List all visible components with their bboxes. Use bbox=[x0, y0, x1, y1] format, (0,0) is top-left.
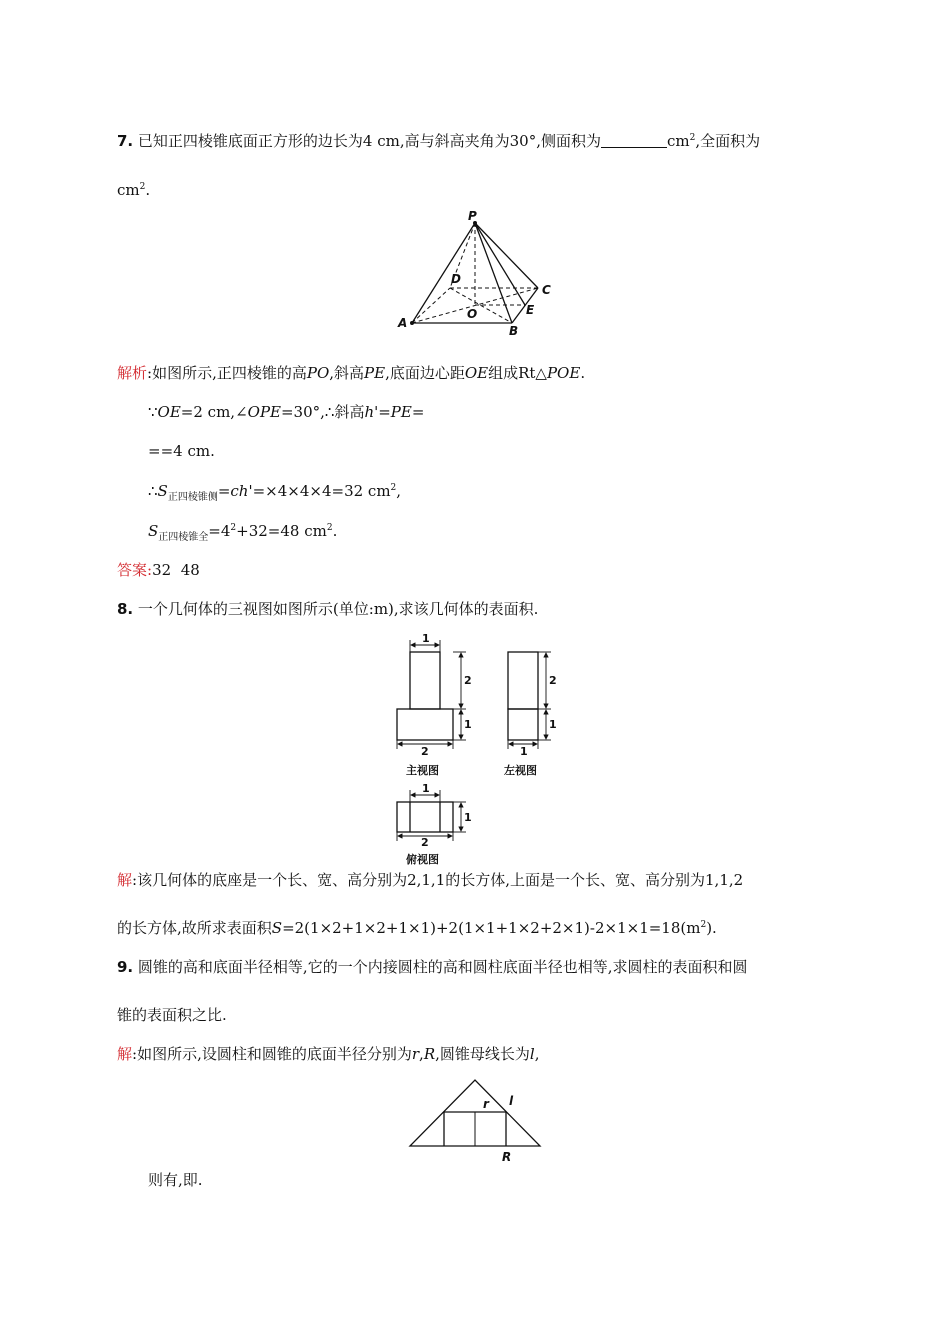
label-B: B bbox=[509, 324, 519, 338]
question-text: 已知正四棱锥底面正方形的边长为4 cm,高与斜高夹角为30°,侧面积为 bbox=[137, 132, 601, 150]
three-views-figure bbox=[390, 630, 570, 870]
solution-9-line-2: 则有,即. bbox=[148, 1171, 203, 1189]
answer-7: 答案:32 48 bbox=[117, 561, 200, 579]
solution-7-line-3: ==4 cm. bbox=[148, 442, 215, 460]
question-text: 一个几何体的三视图如图所示(单位:m),求该几何体的表面积. bbox=[137, 600, 539, 618]
solution-7-line-4: $\therefore S_{正四棱锥侧}=ch'=\times 4\times 4\times 4=32$ $cm^2$, bbox=[148, 482, 402, 503]
question-8 bbox=[117, 599, 538, 619]
solution-8-line-1: 解:该几何体的底座是一个长、宽、高分别为2,1,1的长方体,上面是一个长、宽、高分别为1,1,2 bbox=[117, 871, 744, 889]
solution-label: 解析 bbox=[117, 364, 148, 382]
label-A: A bbox=[398, 316, 408, 330]
label-C: C bbox=[542, 283, 551, 297]
question-number: 9. bbox=[117, 958, 134, 976]
question-7: 7. 已知正四棱锥底面正方形的边长为4 cm,高与斜高夹角为30°,侧面积为 $cm^2$,全面积为 bbox=[117, 132, 761, 150]
dim-side-h1: 1 bbox=[549, 718, 557, 731]
question-9-cont: 锥的表面积之比. bbox=[117, 1006, 227, 1024]
label-l: l bbox=[509, 1094, 514, 1108]
label-O: O bbox=[467, 307, 478, 321]
top-view-label: 俯视图 bbox=[406, 853, 439, 866]
solution-label: 解 bbox=[117, 1045, 133, 1063]
solution-8-line-2: 的长方体,故所求表面积$S=2(1\times 2+1\times 2+1\times 1)+2(1\times 1+1\times 2+2\times 1)-2\times 1\times 1=18(m^2)$. bbox=[117, 919, 717, 937]
label-P: P bbox=[468, 209, 477, 223]
solution-9-line-1: 解:如图所示,设圆柱和圆锥的底面半径分别为r,R,圆锥母线长为l, bbox=[117, 1045, 540, 1063]
dim-front-h1: 1 bbox=[464, 718, 472, 731]
question-number: 8. bbox=[117, 600, 134, 618]
dim-front-top: 1 bbox=[422, 632, 430, 645]
dim-top-bottom: 2 bbox=[421, 836, 429, 849]
dim-front-bottom: 2 bbox=[421, 745, 429, 758]
dim-top-top: 1 bbox=[422, 782, 430, 795]
label-R: R bbox=[502, 1150, 512, 1164]
solution-label: 解 bbox=[117, 871, 133, 889]
side-view-label: 左视图 bbox=[504, 764, 537, 777]
solution-7-line-1: 解析:如图所示,正四棱锥的高PO,斜高PE,底面边心距OE组成Rt△POE. bbox=[117, 364, 586, 382]
label-E: E bbox=[526, 303, 535, 317]
label-r: r bbox=[483, 1097, 489, 1111]
question-number: 7. bbox=[117, 132, 134, 150]
question-9 bbox=[117, 957, 747, 977]
answer-label: 答案 bbox=[117, 561, 148, 579]
solution-7-line-5: $S_{正四棱锥全}=4^2+32=48$ $cm^2$. bbox=[148, 522, 338, 543]
front-view-label: 主视图 bbox=[406, 764, 439, 777]
question-7-cont: $cm^2$. bbox=[117, 181, 151, 199]
cone-figure bbox=[405, 1075, 550, 1165]
answer-value: 32 48 bbox=[152, 561, 200, 579]
pyramid-figure bbox=[390, 208, 560, 338]
dim-side-h2: 2 bbox=[549, 674, 557, 687]
dim-top-depth: 1 bbox=[464, 811, 472, 824]
solution-7-line-2: ∵OE=2 cm,∠OPE=30°,∴斜高h'=PE= bbox=[148, 403, 425, 421]
answer-blank bbox=[601, 133, 667, 148]
dim-front-h2: 2 bbox=[464, 674, 472, 687]
label-D: D bbox=[451, 272, 461, 286]
dim-side-bottom: 1 bbox=[520, 745, 528, 758]
question-text: 圆锥的高和底面半径相等,它的一个内接圆柱的高和圆柱底面半径也相等,求圆柱的表面积和圆 bbox=[137, 958, 748, 976]
